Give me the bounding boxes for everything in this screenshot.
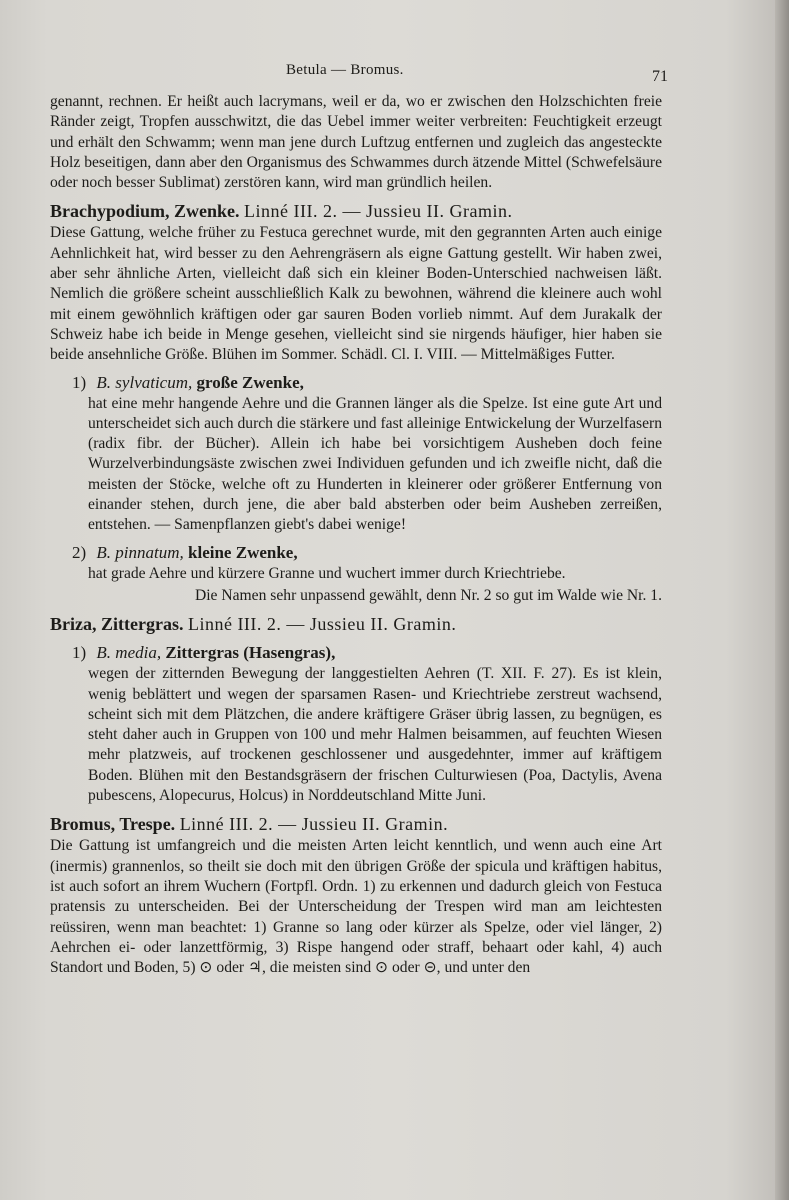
- species-description: hat eine mehr hangende Aehre und die Grannen länger als die Spelze. Ist eine gute Art und unterscheidet sich auch durch die stärkere und fast alleinige Entwickelung der Wurzelfasern (radix fibr. der Bücher). Allein ich habe bei vorsichtigem Ausheben doch feine Wurzelverbindungsäste zwischen zwei Individuen gefunden und ich zweifle nicht, daß die meisten der Stöcke, welche oft zu Hunderten in kleinerer oder größerer Entfernung von einander stehen, durch jene, die aber bald absterben oder beim Ausheben zerreißen, entstehen. — Samenpflanzen giebt's dabei wenige!: [88, 394, 662, 534]
- species-number: 1): [72, 372, 87, 392]
- species-description: hat grade Aehre und kürzere Granne und wuchert immer durch Kriechtriebe.: [88, 564, 566, 582]
- page-header: [0, 58, 789, 85]
- species-latin-name: B. sylvaticum,: [96, 372, 193, 392]
- entry-heading: [50, 612, 662, 636]
- species-number: 1): [72, 643, 87, 663]
- species-latin-name: B. pinnatum,: [96, 542, 184, 562]
- entry-description: Diese Gattung, welche früher zu Festuca gerechnet wurde, mit den gegrannten Arten auch einige Aehnlichkeit hat, wird besser zu den Aehrengräsern als eigne Gattung gestellt. Wir haben zwei, aber sehr ähnliche Arten, vielleicht daß sich ein kleiner Boden-Unterschied nachweisen läßt. Nemlich die größere scheint ausschließlich Kalk zu bewohnen, während die kleinere auch wohl mit einem gewöhnlich kräftigen oder gar sauren Boden vorlieb nimmt. Auf dem Jurakalk der Schweiz habe ich beide in Menge gesehen, vielleicht sind sie nirgends häufiger, hier haben sie beide ansehnliche Größe. Blühen im Sommer. Schädl. Cl. I. VIII. — Mittelmäßiges Futter.: [50, 224, 662, 364]
- species-german-name: große Zwenke,: [196, 372, 304, 392]
- species-heading: [72, 542, 662, 564]
- species-german-name: Zittergras (Hasengras),: [165, 643, 336, 663]
- species-number: 2): [72, 542, 87, 562]
- species-item: [50, 542, 662, 584]
- genus-name: Briza, Zittergras.: [50, 614, 184, 635]
- entry-heading: [50, 812, 662, 836]
- species-heading: [72, 372, 662, 394]
- page-edge-shadow: [775, 0, 789, 1200]
- authority: Linné III. 2. — Jussieu II. Gramin.: [187, 614, 457, 635]
- entry-briza: [50, 612, 662, 806]
- authority: Linné III. 2. — Jussieu II. Gramin.: [244, 201, 513, 222]
- authority: Linné III. 2. — Jussieu II. Gramin.: [179, 814, 449, 835]
- page-number: 71: [652, 68, 668, 85]
- species-description: wegen der zitternden Bewegung der langgestielten Aehren (T. XII. F. 27). Es ist klein, wenig beblättert und wegen der sparsamen Rasen- und Kriechtriebe zerstreut wachsend, scheint sich mit dem Plätzchen, die andere kräftigere Gräser übrig lassen, zu begnügen, es steht daher auch in Gruppen von 100 und mehr Halmen beisammen, auf feuchten Wiesen mehr platzweis, auf trockenen geschlossener und ausgedehnter, immer auf kräftigem Boden. Blühen mit den Bestandsgräsern der frischen Culturwiesen (Poa, Dactylis, Avena pubescens, Alopecurus, Holcus) in Norddeutschland Mitte Juni.: [88, 665, 662, 805]
- intro-paragraph: genannt, rechnen. Er heißt auch lacrymans, weil er da, wo er zwischen den Holzschichten freie Ränder zeigt, Tropfen ausschwitzt, die das Uebel immer weiter verbreiten: Feuchtigkeit erzeugt und erhält den Schwamm; wenn man jene durch Luftzug entfernen und zugleich das angesteckte Holz beseitigen, dann aber den Organismus des Schwammes durch ätzende Mittel (Schwefelsäure oder noch besser Sublimat) zerstören kann, wird man gründlich heilen.: [50, 93, 663, 192]
- genus-name: Brachypodium, Zwenke.: [50, 201, 240, 222]
- page-body: [50, 92, 662, 978]
- species-item: [50, 642, 662, 806]
- entry-brachypodium: [50, 199, 662, 606]
- genus-name: Bromus, Trespe.: [50, 814, 176, 835]
- species-german-name: kleine Zwenke,: [188, 542, 298, 562]
- species-latin-name: B. media,: [96, 643, 162, 663]
- entry-bromus: [50, 812, 662, 978]
- species-item: [50, 372, 662, 536]
- entry-heading: [50, 199, 662, 223]
- running-head: Betula — Bromus.: [286, 62, 404, 78]
- entry-note: Die Namen sehr unpassend gewählt, denn Nr. 2 so gut im Walde wie Nr. 1.: [194, 586, 662, 604]
- entry-description: Die Gattung ist umfangreich und die meisten Arten leicht kenntlich, und wenn auch eine Art (inermis) grannenlos, so theilt sie doch mit den übrigen Größe der spicula und kräftigen habitus, ist auch sofort an ihrem Wuchern (Fortpfl. Ordn. 1) zu erkennen und dadurch gleich von Festuca pratensis zu unterscheiden. Bei der Unterscheidung der Trespen wird man am leichtesten reüssiren, wenn man beachtet: 1) Granne so lang oder kürzer als Spelze, oder viel länger, 2) Aehrchen ei- oder lanzettförmig, 3) Rispe hangend oder straff, behaart oder kahl, 4) auch Standort und Boden, 5) ⊙ oder ♃, die meisten sind ⊙ oder ⊝, und unter den: [50, 837, 662, 977]
- species-heading: [72, 642, 662, 664]
